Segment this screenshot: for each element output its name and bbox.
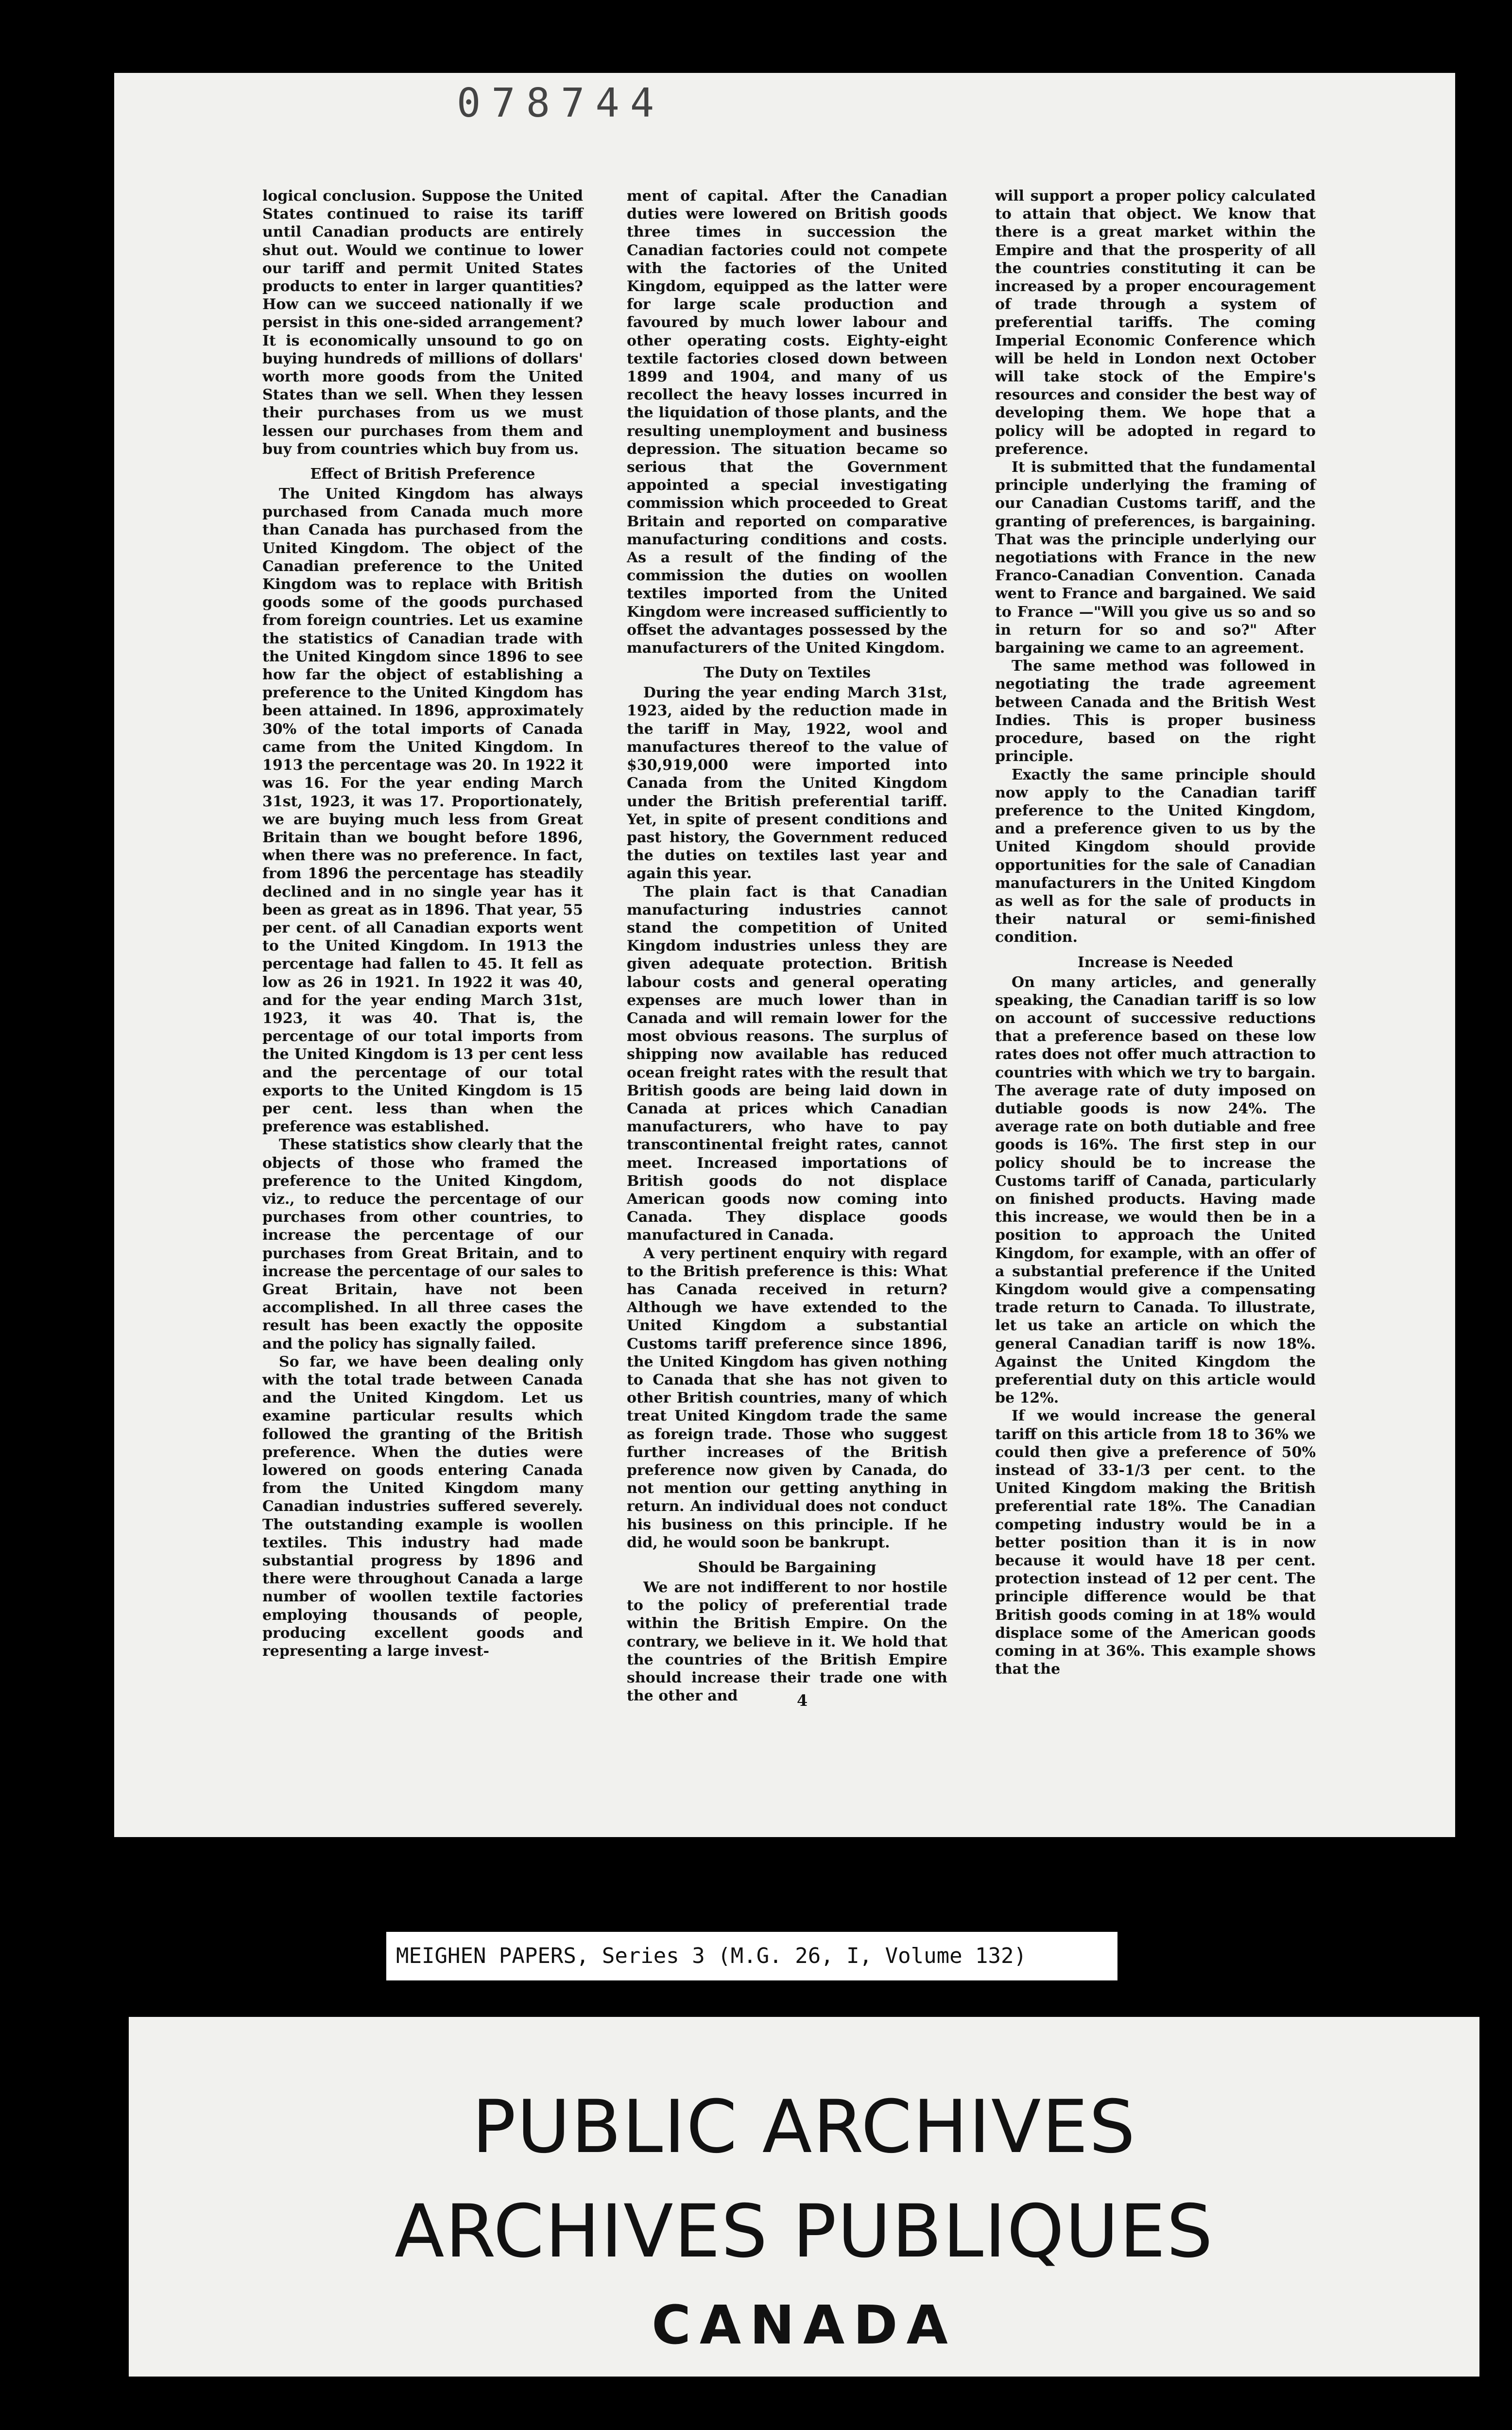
paragraph: So far, we have been dealing only with the total trade between Canada and the United Kingdom. Let us examine particular results which followed the granting of the British preference. When the duties were lowered on goods entering Canada from the United Kingdom many Canadian industries suffered severely. The outstanding example is woollen textiles. This industry had made substantial progress by 1896 and there were throughout Canada a large number of woollen textile factories employing thousands of people, producing excellent goods and representing a large invest- (262, 1353, 583, 1660)
paragraph: It is submitted that the fundamental principle underlying the framing of our Canadian Customs tariff, and the granting of preferences, is bargaining. That was the principle underlying our negotiations with France in the new Franco-Canadian Convention. Canada went to France and bargained. We said to France —"Will you give us so and so in return for so and so?" After bargaining we came to an agreement. (995, 459, 1316, 657)
column-1 (262, 187, 583, 1660)
paragraph: ment of capital. After the Canadian duties were lowered on British goods three times in succession the Canadian factories could not compete with the factories of the United Kingdom, equipped as the latter were for large scale production and favoured by much lower labour and other operating costs. Eighty-eight textile factories closed down between 1899 and 1904, and many of us recollect the heavy losses incurred in the liquidation of those plants, and the resulting unemployment and business depression. The situation became so serious that the Government appointed a special investigating commission which proceeded to Great Britain and reported on comparative manufacturing conditions and costs. As a result of the finding of the commission the duties on woollen textiles imported from the United Kingdom were increased sufficiently to offset the advantages possessed by the manufacturers of the United Kingdom. (627, 188, 947, 657)
section-heading: Increase is Needed (1077, 954, 1234, 971)
archives-plaque (129, 2017, 1479, 2377)
plaque-line-public-archives: PUBLIC ARCHIVES (472, 2085, 1136, 2170)
paragraph: If we would increase the general tariff on this article from 18 to 36% we could then give a preference of 50% instead of 33-1/3 per cent. to the United Kingdom making the British preferential rate 18%. The Canadian competing industry would be in a better position than it is in now because it would have 18 per cent. protection instead of 12 per cent. The principle difference would be that British goods coming in at 18% would displace some of the American goods coming in at 36%. This example shows that the (995, 1407, 1316, 1678)
paragraph: The same method was followed in negotiating the trade agreement between Canada and the British West Indies. This is proper business procedure, based on the right principle. (995, 658, 1316, 765)
column-2 (627, 187, 947, 1705)
section-heading: Effect of British Preference (310, 466, 535, 483)
archive-number: 078744 (457, 80, 665, 126)
section-heading: The Duty on Textiles (704, 664, 871, 682)
paragraph: These statistics show clearly that the objects of those who framed the preference to the United Kingdom, viz., to reduce the percentage of our purchases from other countries, to increase the percentage of our purchases from Great Britain, and to increase the percentage of our sales to Great Britain, have not been accomplished. In all three cases the result has been exactly the opposite and the policy has signally failed. (262, 1136, 583, 1353)
column-3 (995, 187, 1316, 1678)
paragraph: We are not indifferent to nor hostile to the policy of preferential trade within the British Empire. On the contrary, we believe in it. We hold that the countries of the British Empire should increase their trade one with the other and (627, 1579, 947, 1705)
paragraph: On many articles, and generally speaking, the Canadian tariff is so low on account of successive reductions that a preference based on these low rates does not offer much attraction to countries with which we try to bargain. The average rate of duty imposed on dutiable goods is now 24%. The average rate on both dutiable and free goods is 16%. The first step in our policy should be to increase the Customs tariff of Canada, particularly on finished products. Having made this increase, we would then be in a position to approach the United Kingdom, for example, with an offer of a substantial preference if the United Kingdom would give a compensating trade return to Canada. To illustrate, let us take an article on which the general Canadian tariff is now 18%. Against the United Kingdom the preferential duty on this article would be 12%. (995, 973, 1316, 1407)
page-number: 4 (797, 1691, 808, 1710)
paragraph: The United Kingdom has always purchased from Canada much more than Canada has purchased from the United Kingdom. The object of the Canadian preference to the United Kingdom was to replace with British goods some of the goods purchased from foreign countries. Let us examine the statistics of Canadian trade with the United Kingdom since 1896 to see how far the object of establishing a preference to the United Kingdom has been attained. In 1896, approximately 30% of the total imports of Canada came from the United Kingdom. In 1913 the percentage was 20. In 1922 it was 16. For the year ending March 31st, 1923, it was 17. Proportionately, we are buying much less from Great Britain than we bought before 1896, when there was no preference. In fact, from 1896 the percentage has steadily declined and in no single year has it been as great as in 1896. That year, 55 per cent. of all Canadian exports went to the United Kingdom. In 1913 the percentage had fallen to 45. It fell as low as 26 in 1921. In 1922 it was 40, and for the year ending March 31st, 1923, it was 40. That is, the percentage of our total imports from the United Kingdom is 13 per cent less and the percentage of our total exports to the United Kingdom is 15 per cent. less than when the preference was established. (262, 486, 583, 1136)
paragraph: logical conclusion. Suppose the United States continued to raise its tariff until Canadian products are entirely shut out. Would we continue to lower our tariff and permit United States products to enter in larger quantities? How can we succeed nationally if we persist in this one-sided arrangement? It is economically unsound to go on buying hundreds of millions of dollars' worth more goods from the United States than we sell. When they lessen their purchases from us we must lessen our purchases from them and buy from countries which buy from us. (262, 188, 583, 458)
section-heading: Should be Bargaining (698, 1559, 876, 1577)
plaque-line-archives-publiques: ARCHIVES PUBLIQUES (394, 2189, 1214, 2274)
paragraph: will support a proper policy calculated to attain that object. We know that there is a great market within the Empire and that the prosperity of all the countries constituting it can be increased by a proper encouragement of trade through a system of preferential tariffs. The coming Imperial Economic Conference which will be held in London next October will take stock of the Empire's resources and consider the best way of developing them. We hope that a policy will be adopted in regard to preference. (995, 188, 1316, 458)
series-caption: MEIGHEN PAPERS, Series 3 (M.G. 26, I, Volume 132) (386, 1932, 1117, 1980)
paragraph: The plain fact is that Canadian manufacturing industries cannot stand the competition of United Kingdom industries unless they are given adequate protection. British labour costs and general operating expenses are much lower than in Canada and will remain lower for the most obvious reasons. The surplus of shipping now available has reduced ocean freight rates with the result that British goods are being laid down in Canada at prices which Canadian manufacturers, who have to pay transcontinental freight rates, cannot meet. Increased importations of British goods do not displace American goods now coming into Canada. They displace goods manufactured in Canada. (627, 883, 947, 1244)
plaque-line-canada: CANADA (652, 2294, 957, 2356)
paragraph: Exactly the same principle should now apply to the Canadian tariff preference to the United Kingdom, and a preference given to us by the United Kingdom should provide opportunities for the sale of Canadian manufacturers in the United Kingdom as well as for the sale of products in their natural or semi-finished condition. (995, 766, 1316, 946)
paragraph: A very pertinent enquiry with regard to the British preference is this: What has Canada received in return? Although we have extended to the United Kingdom a substantial Customs tariff preference since 1896, the United Kingdom has given nothing to Canada that she has not given to other British countries, many of which treat United Kingdom trade the same as foreign trade. Those who suggest further increases of the British preference now given by Canada, do not mention our getting anything in return. An individual does not conduct his business on this principle. If he did, he would soon be bankrupt. (627, 1245, 947, 1551)
paragraph: During the year ending March 31st, 1923, aided by the reduction made in the tariff in May, 1922, wool and manufactures thereof to the value of $30,919,000 were imported into Canada from the United Kingdom under the British preferential tariff. Yet, in spite of present conditions and past history, the Government reduced the duties on textiles last year and again this year. (627, 684, 947, 883)
